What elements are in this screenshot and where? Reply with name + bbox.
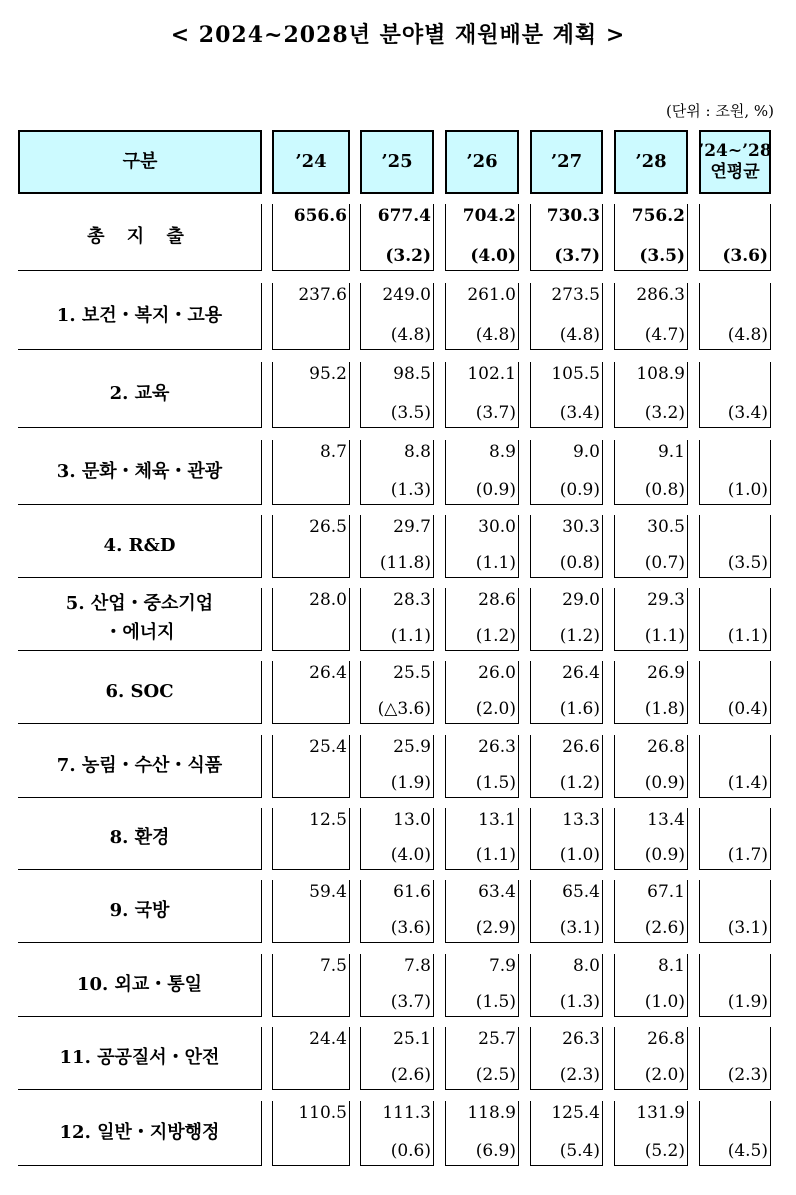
- cell-value: 9.1: [657, 442, 685, 462]
- cell-value: 26.5: [309, 517, 347, 537]
- cell-rate: (4.8): [475, 325, 516, 345]
- cell-rate: (0.9): [644, 845, 685, 865]
- table-cell: [360, 735, 434, 798]
- cell-value: 677.4: [377, 206, 431, 226]
- row-label-text-line2: ・에너지: [104, 622, 175, 643]
- table-cell: [445, 204, 519, 271]
- cell-rate: (3.2): [644, 403, 685, 423]
- row-label-text: 9. 국방: [109, 899, 170, 921]
- table-cell: [272, 283, 350, 350]
- cell-average-rate: (2.3): [727, 1065, 768, 1085]
- cell-value: 26.9: [647, 663, 685, 683]
- cell-rate: (0.7): [644, 553, 685, 573]
- cell-rate: (1.8): [644, 699, 685, 719]
- row-label-text: 3. 문화・체육・관광: [56, 460, 223, 482]
- header-average-line1: ’24~’28: [698, 140, 772, 161]
- table-cell: [272, 362, 350, 428]
- table-cell: [272, 954, 350, 1017]
- cell-average-rate: (4.5): [727, 1141, 768, 1161]
- cell-value: 59.4: [309, 882, 347, 902]
- table-cell: [530, 735, 603, 798]
- table-cell: [614, 954, 688, 1017]
- cell-average-rate: (1.4): [727, 773, 768, 793]
- cell-value: 125.4: [551, 1103, 600, 1123]
- cell-value: 28.0: [309, 590, 347, 610]
- table-cell-average: [699, 440, 771, 505]
- table-cell: [360, 362, 434, 428]
- cell-value: 8.0: [572, 956, 600, 976]
- cell-value: 704.2: [462, 206, 516, 226]
- table-cell-average: [699, 808, 771, 870]
- cell-rate: (11.8): [379, 553, 431, 573]
- row-label-text: 2. 교육: [109, 383, 170, 405]
- table-cell: [445, 440, 519, 505]
- row-label-text: 7. 농림・수산・식품: [56, 754, 223, 776]
- cell-value: 26.8: [647, 1029, 685, 1049]
- table-cell: [360, 204, 434, 271]
- table-cell: [272, 808, 350, 870]
- table-cell: [530, 588, 603, 651]
- cell-value: 261.0: [467, 285, 516, 305]
- table-cell: [272, 440, 350, 505]
- cell-rate: (3.5): [390, 403, 431, 423]
- table-cell: [445, 661, 519, 724]
- page-title: < 2024~2028년 분야별 재원배분 계획 >: [170, 22, 626, 48]
- cell-average-rate: (3.5): [727, 553, 768, 573]
- cell-value: 67.1: [647, 882, 685, 902]
- cell-rate: (1.2): [475, 626, 516, 646]
- cell-value: 110.5: [298, 1103, 347, 1123]
- cell-value: 30.5: [647, 517, 685, 537]
- cell-value: 26.8: [647, 737, 685, 757]
- cell-rate: (2.6): [390, 1065, 431, 1085]
- table-cell: [614, 283, 688, 350]
- row-label-text: 총 지 출: [87, 225, 192, 247]
- cell-rate: (1.5): [475, 773, 516, 793]
- row-label-text: 5. 산업・중소기업: [65, 593, 214, 615]
- table-cell: [530, 661, 603, 724]
- table-cell: [272, 735, 350, 798]
- cell-rate: (3.6): [390, 918, 431, 938]
- cell-rate: (1.1): [644, 626, 685, 646]
- cell-rate: (1.9): [390, 773, 431, 793]
- cell-rate: (3.5): [639, 246, 685, 266]
- cell-rate: (1.2): [559, 626, 600, 646]
- cell-value: 8.7: [319, 442, 347, 462]
- table-cell: [272, 204, 350, 271]
- table-cell: [530, 283, 603, 350]
- cell-rate: (0.9): [644, 773, 685, 793]
- cell-value: 12.5: [309, 810, 347, 830]
- row-label-text: 4. R&D: [103, 534, 176, 556]
- row-label-text: 11. 공공질서・안전: [59, 1046, 220, 1068]
- cell-value: 25.4: [309, 737, 347, 757]
- cell-value: 730.3: [546, 206, 600, 226]
- table-cell: [445, 880, 519, 943]
- cell-rate: (1.5): [475, 992, 516, 1012]
- cell-value: 26.3: [562, 1029, 600, 1049]
- cell-average-rate: (4.8): [727, 325, 768, 345]
- cell-rate: (5.4): [559, 1141, 600, 1161]
- cell-rate: (3.2): [385, 246, 431, 266]
- cell-value: 29.0: [562, 590, 600, 610]
- cell-value: 98.5: [393, 364, 431, 384]
- cell-average-rate: (1.1): [727, 626, 768, 646]
- cell-rate: (2.9): [475, 918, 516, 938]
- cell-rate: (3.7): [390, 992, 431, 1012]
- table-cell: [360, 1027, 434, 1090]
- cell-rate: (1.3): [559, 992, 600, 1012]
- cell-value: 7.8: [403, 956, 431, 976]
- table-cell: [445, 954, 519, 1017]
- table-cell: [530, 515, 603, 578]
- table-cell-average: [699, 515, 771, 578]
- table-cell-average: [699, 362, 771, 428]
- table-cell: [614, 1101, 688, 1166]
- table-cell: [445, 808, 519, 870]
- header-year: ’28: [614, 130, 688, 194]
- cell-value: 25.1: [393, 1029, 431, 1049]
- table-cell: [614, 880, 688, 943]
- table-cell: [614, 735, 688, 798]
- table-cell: [360, 588, 434, 651]
- table-cell-average: [699, 204, 771, 271]
- cell-rate: (4.7): [644, 325, 685, 345]
- table-cell: [530, 440, 603, 505]
- table-cell-average: [699, 661, 771, 724]
- cell-value: 286.3: [636, 285, 685, 305]
- cell-rate: (1.3): [390, 480, 431, 500]
- cell-value: 26.3: [478, 737, 516, 757]
- cell-value: 273.5: [551, 285, 600, 305]
- table-cell: [360, 440, 434, 505]
- cell-value: 63.4: [478, 882, 516, 902]
- row-label: [18, 515, 262, 578]
- table-cell: [360, 283, 434, 350]
- cell-value: 28.3: [393, 590, 431, 610]
- table-cell: [360, 954, 434, 1017]
- cell-value: 105.5: [551, 364, 600, 384]
- table-cell: [530, 204, 603, 271]
- cell-value: 30.0: [478, 517, 516, 537]
- cell-rate: (1.1): [390, 626, 431, 646]
- table-cell: [614, 661, 688, 724]
- table-cell: [272, 661, 350, 724]
- cell-value: 13.0: [393, 810, 431, 830]
- cell-rate: (△3.6): [377, 699, 431, 719]
- table-cell: [445, 588, 519, 651]
- cell-value: 108.9: [636, 364, 685, 384]
- header-average: [699, 130, 771, 194]
- row-label: [18, 1101, 262, 1166]
- cell-average-rate: (0.4): [727, 699, 768, 719]
- row-label: [18, 204, 262, 271]
- cell-rate: (0.6): [390, 1141, 431, 1161]
- cell-rate: (1.2): [559, 773, 600, 793]
- header-year: ’24: [272, 130, 350, 194]
- cell-value: 131.9: [636, 1103, 685, 1123]
- cell-value: 13.1: [478, 810, 516, 830]
- row-label: [18, 588, 262, 651]
- cell-rate: (3.7): [475, 403, 516, 423]
- cell-rate: (1.1): [475, 845, 516, 865]
- cell-value: 28.6: [478, 590, 516, 610]
- table-cell: [530, 808, 603, 870]
- row-label-text: 10. 외교・통일: [76, 973, 203, 995]
- table-cell: [272, 1101, 350, 1166]
- table-cell: [360, 661, 434, 724]
- cell-value: 25.5: [393, 663, 431, 683]
- cell-value: 61.6: [393, 882, 431, 902]
- table-cell: [530, 1101, 603, 1166]
- row-label: [18, 808, 262, 870]
- header-year: ’27: [530, 130, 603, 194]
- row-label-text: 12. 일반・지방행정: [59, 1121, 220, 1143]
- table-cell-average: [699, 735, 771, 798]
- cell-value: 111.3: [382, 1103, 431, 1123]
- table-cell: [272, 880, 350, 943]
- cell-rate: (0.8): [559, 553, 600, 573]
- cell-value: 26.4: [562, 663, 600, 683]
- cell-value: 7.5: [319, 956, 347, 976]
- table-cell: [445, 1101, 519, 1166]
- header-category: 구분: [18, 130, 262, 194]
- unit-note: (단위 : 조원, %): [665, 102, 774, 120]
- table-cell: [530, 1027, 603, 1090]
- row-label: [18, 735, 262, 798]
- cell-value: 8.9: [488, 442, 516, 462]
- table-cell: [614, 204, 688, 271]
- table-cell: [445, 283, 519, 350]
- cell-rate: (2.3): [559, 1065, 600, 1085]
- table-cell: [272, 515, 350, 578]
- cell-rate: (1.1): [475, 553, 516, 573]
- row-label: [18, 283, 262, 350]
- cell-value: 7.9: [488, 956, 516, 976]
- table-cell: [614, 588, 688, 651]
- cell-rate: (0.9): [559, 480, 600, 500]
- cell-rate: (3.7): [554, 246, 600, 266]
- cell-rate: (4.0): [390, 845, 431, 865]
- cell-average-rate: (1.0): [727, 480, 768, 500]
- cell-average-rate: (3.6): [722, 246, 768, 266]
- header-average-line2: 연평균: [710, 162, 760, 182]
- row-label: [18, 954, 262, 1017]
- cell-value: 8.1: [657, 956, 685, 976]
- cell-rate: (4.8): [390, 325, 431, 345]
- row-label-text: 6. SOC: [105, 680, 174, 702]
- cell-rate: (2.5): [475, 1065, 516, 1085]
- cell-rate: (3.1): [559, 918, 600, 938]
- cell-value: 25.7: [478, 1029, 516, 1049]
- table-cell: [530, 880, 603, 943]
- table-cell-average: [699, 880, 771, 943]
- table-cell: [360, 880, 434, 943]
- table-cell: [445, 735, 519, 798]
- cell-value: 13.4: [647, 810, 685, 830]
- cell-value: 118.9: [467, 1103, 516, 1123]
- table-cell-average: [699, 1027, 771, 1090]
- cell-value: 237.6: [298, 285, 347, 305]
- table-cell-average: [699, 954, 771, 1017]
- cell-value: 65.4: [562, 882, 600, 902]
- table-cell: [614, 362, 688, 428]
- table-cell: [614, 440, 688, 505]
- cell-rate: (2.6): [644, 918, 685, 938]
- header-year: ’26: [445, 130, 519, 194]
- header-year: ’25: [360, 130, 434, 194]
- cell-rate: (1.6): [559, 699, 600, 719]
- table-cell: [360, 1101, 434, 1166]
- cell-rate: (4.0): [470, 246, 516, 266]
- table-cell: [360, 515, 434, 578]
- table-cell: [445, 515, 519, 578]
- cell-value: 95.2: [309, 364, 347, 384]
- table-cell: [614, 808, 688, 870]
- table-cell: [272, 1027, 350, 1090]
- cell-value: 26.4: [309, 663, 347, 683]
- table-cell: [445, 362, 519, 428]
- cell-average-rate: (1.7): [727, 845, 768, 865]
- cell-rate: (2.0): [475, 699, 516, 719]
- cell-rate: (1.0): [559, 845, 600, 865]
- cell-value: 756.2: [631, 206, 685, 226]
- cell-value: 9.0: [572, 442, 600, 462]
- table-cell: [530, 954, 603, 1017]
- cell-value: 249.0: [382, 285, 431, 305]
- cell-value: 656.6: [293, 206, 347, 226]
- cell-value: 13.3: [562, 810, 600, 830]
- cell-rate: (6.9): [475, 1141, 516, 1161]
- table-cell-average: [699, 1101, 771, 1166]
- cell-average-rate: (3.1): [727, 918, 768, 938]
- table-cell: [445, 1027, 519, 1090]
- table-cell: [614, 515, 688, 578]
- row-label-text: 8. 환경: [109, 827, 170, 849]
- cell-rate: (3.4): [559, 403, 600, 423]
- table-cell-average: [699, 588, 771, 651]
- row-label: [18, 661, 262, 724]
- cell-value: 26.6: [562, 737, 600, 757]
- cell-rate: (2.0): [644, 1065, 685, 1085]
- cell-average-rate: (1.9): [727, 992, 768, 1012]
- table-cell-average: [699, 283, 771, 350]
- table-cell: [360, 808, 434, 870]
- cell-rate: (5.2): [644, 1141, 685, 1161]
- cell-value: 25.9: [393, 737, 431, 757]
- table-cell: [614, 1027, 688, 1090]
- cell-average-rate: (3.4): [727, 403, 768, 423]
- cell-value: 24.4: [309, 1029, 347, 1049]
- row-label-text: 1. 보건・복지・고용: [56, 304, 223, 326]
- cell-value: 29.3: [647, 590, 685, 610]
- row-label: [18, 880, 262, 943]
- cell-rate: (4.8): [559, 325, 600, 345]
- table-cell: [530, 362, 603, 428]
- table-cell: [272, 588, 350, 651]
- cell-value: 30.3: [562, 517, 600, 537]
- cell-value: 29.7: [393, 517, 431, 537]
- row-label: [18, 362, 262, 428]
- cell-rate: (1.0): [644, 992, 685, 1012]
- cell-rate: (0.9): [475, 480, 516, 500]
- row-label: [18, 440, 262, 505]
- cell-value: 8.8: [403, 442, 431, 462]
- cell-value: 26.0: [478, 663, 516, 683]
- row-label: [18, 1027, 262, 1090]
- cell-value: 102.1: [467, 364, 516, 384]
- cell-rate: (0.8): [644, 480, 685, 500]
